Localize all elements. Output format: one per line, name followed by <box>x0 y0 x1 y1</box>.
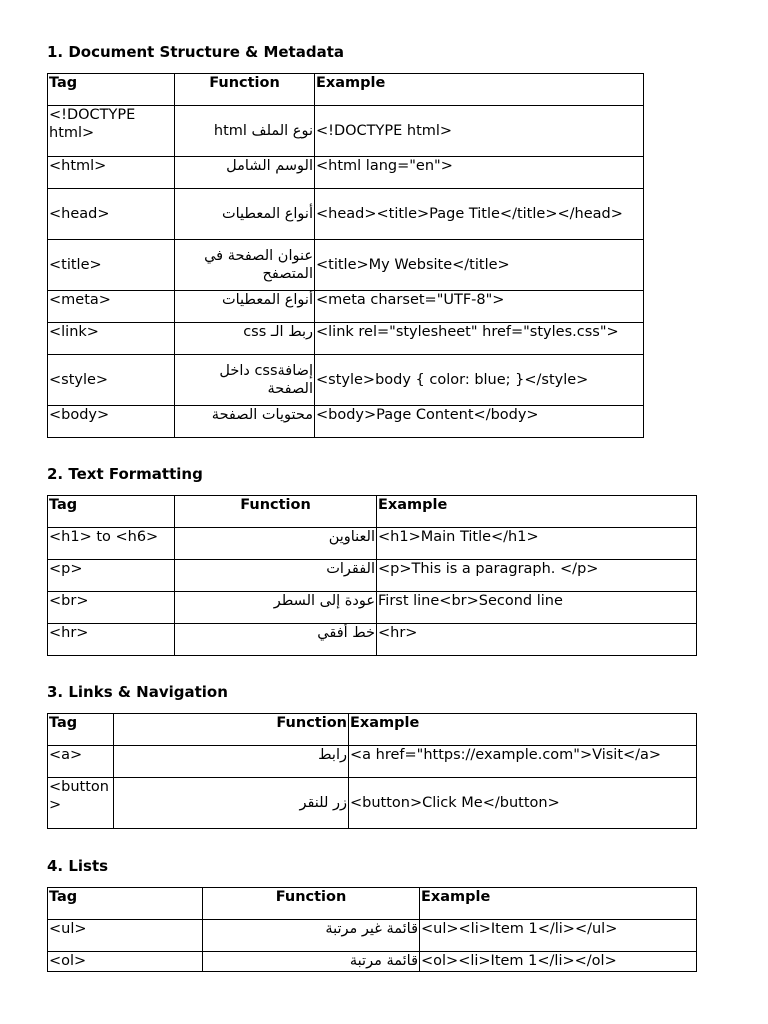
table-lists <box>47 887 697 972</box>
cell-tag: <h1> to <h6> <box>48 528 175 560</box>
cell-tag: <br> <box>48 592 175 624</box>
header-example: Example <box>315 74 644 106</box>
cell-function: الفقرات <box>175 560 377 592</box>
cell-function: ربط الـ css <box>175 323 315 355</box>
header-function: Function <box>175 74 315 106</box>
table-row <box>48 746 697 778</box>
cell-function: العناوين <box>175 528 377 560</box>
cell-tag: <!DOCTYPE html> <box>48 106 175 157</box>
cell-example: <head><title>Page Title</title></head> <box>315 189 644 240</box>
cell-function: أنواع المعطيات <box>175 291 315 323</box>
table-document-structure <box>47 73 644 438</box>
header-tag: Tag <box>48 714 114 746</box>
table-header-row <box>48 888 697 920</box>
table-row <box>48 624 697 656</box>
header-function: Function <box>203 888 420 920</box>
cell-example: First line<br>Second line <box>377 592 697 624</box>
table-row <box>48 592 697 624</box>
cell-tag: <ol> <box>48 952 203 972</box>
table-row <box>48 528 697 560</box>
cell-tag: <head> <box>48 189 175 240</box>
cell-example: <ol><li>Item 1</li></ol> <box>420 952 697 972</box>
header-function: Function <box>114 714 349 746</box>
cell-tag: <a> <box>48 746 114 778</box>
cell-tag: <title> <box>48 240 175 291</box>
cell-example: <a href="https://example.com">Visit</a> <box>349 746 697 778</box>
cell-function: الوسم الشامل <box>175 157 315 189</box>
table-row <box>48 106 644 157</box>
header-tag: Tag <box>48 74 175 106</box>
cell-function: أنواع المعطيات <box>175 189 315 240</box>
table-row <box>48 240 644 291</box>
cell-function: نوع الملف html <box>175 106 315 157</box>
cell-function: عنوان الصفحة في المتصفح <box>175 240 315 291</box>
table-row <box>48 952 697 972</box>
cell-example: <button>Click Me</button> <box>349 778 697 829</box>
header-tag: Tag <box>48 496 175 528</box>
cell-example: <hr> <box>377 624 697 656</box>
cell-function: خط أفقي <box>175 624 377 656</box>
table-links-navigation <box>47 713 697 829</box>
cell-tag: <meta> <box>48 291 175 323</box>
cell-tag: <ul> <box>48 920 203 952</box>
cell-example: <meta charset="UTF-8"> <box>315 291 644 323</box>
table-text-formatting <box>47 495 697 656</box>
section-title-links-navigation: 3. Links & Navigation <box>47 683 228 701</box>
cell-function: رابط <box>114 746 349 778</box>
cell-example: <style>body { color: blue; }</style> <box>315 355 644 406</box>
table-row <box>48 560 697 592</box>
cell-example: <p>This is a paragraph. </p> <box>377 560 697 592</box>
cell-example: <body>Page Content</body> <box>315 406 644 438</box>
section-title-document-structure: 1. Document Structure & Metadata <box>47 43 344 61</box>
table-row <box>48 778 697 829</box>
cell-example: <ul><li>Item 1</li></ul> <box>420 920 697 952</box>
cell-function: زر للنقر <box>114 778 349 829</box>
cell-tag: <link> <box>48 323 175 355</box>
header-example: Example <box>349 714 697 746</box>
cell-tag: <p> <box>48 560 175 592</box>
header-function: Function <box>175 496 377 528</box>
cell-tag: <html> <box>48 157 175 189</box>
cell-tag: <hr> <box>48 624 175 656</box>
table-row <box>48 157 644 189</box>
table-row <box>48 291 644 323</box>
header-tag: Tag <box>48 888 203 920</box>
section-title-lists: 4. Lists <box>47 857 109 875</box>
cell-function: عودة إلى السطر <box>175 592 377 624</box>
cell-tag: <body> <box>48 406 175 438</box>
table-row <box>48 406 644 438</box>
table-row <box>48 189 644 240</box>
cell-function: قائمة غير مرتبة <box>203 920 420 952</box>
table-row <box>48 920 697 952</box>
table-row <box>48 323 644 355</box>
table-header-row <box>48 714 697 746</box>
cell-tag: <button> <box>48 778 114 829</box>
cell-example: <title>My Website</title> <box>315 240 644 291</box>
cell-tag: <style> <box>48 355 175 406</box>
cell-example: <h1>Main Title</h1> <box>377 528 697 560</box>
table-header-row <box>48 496 697 528</box>
cell-example: <html lang="en"> <box>315 157 644 189</box>
cell-function: محتويات الصفحة <box>175 406 315 438</box>
cell-function: إضافةcss داخل الصفحة <box>175 355 315 406</box>
cell-example: <!DOCTYPE html> <box>315 106 644 157</box>
table-header-row <box>48 74 644 106</box>
table-row <box>48 355 644 406</box>
header-example: Example <box>420 888 697 920</box>
header-example: Example <box>377 496 697 528</box>
cell-function: قائمة مرتبة <box>203 952 420 972</box>
cell-example: <link rel="stylesheet" href="styles.css"> <box>315 323 644 355</box>
section-title-text-formatting: 2. Text Formatting <box>47 465 203 483</box>
